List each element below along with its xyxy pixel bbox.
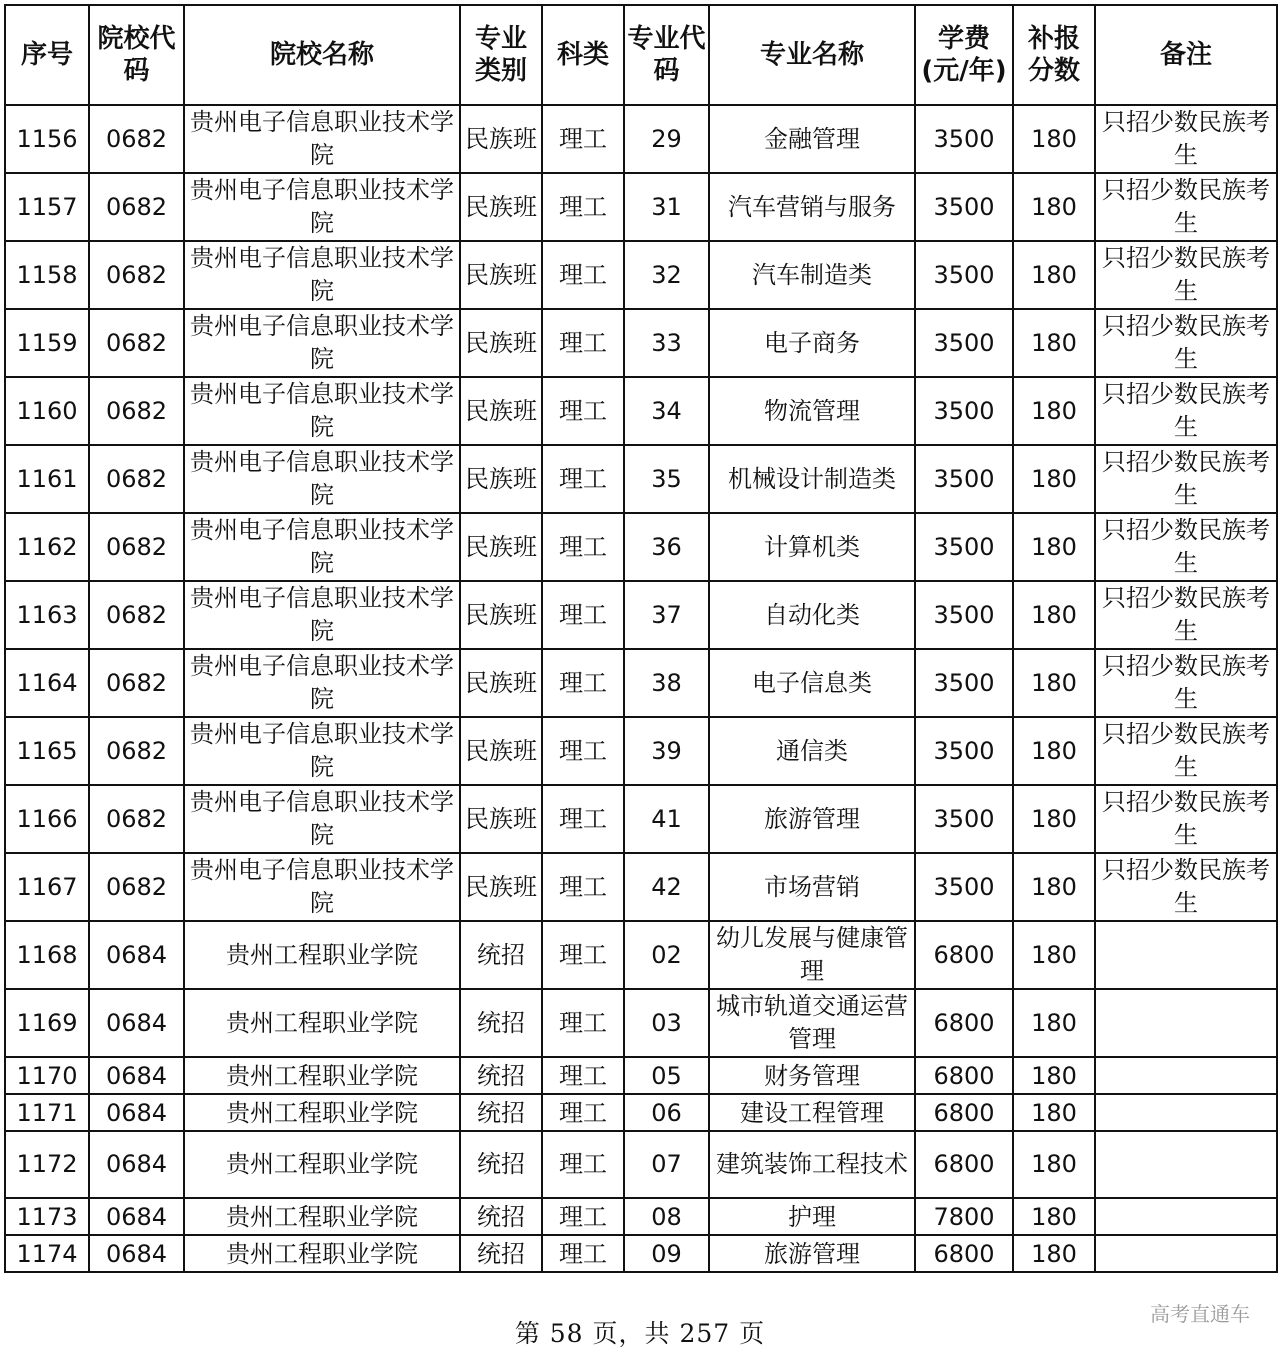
cell-min-score: 180 [1013,513,1095,581]
table-row [5,445,1277,513]
cell-min-score: 180 [1013,1131,1095,1198]
cell-remark: 只招少数民族考生 [1095,717,1277,785]
cell-major-name: 自动化类 [709,581,915,649]
cell-major-code: 06 [624,1094,709,1131]
cell-school-code: 0682 [89,173,184,241]
cell-major-type: 民族班 [460,377,542,445]
cell-remark: 只招少数民族考生 [1095,377,1277,445]
cell-major-name: 汽车营销与服务 [709,173,915,241]
cell-major-code: 02 [624,921,709,989]
table-row [5,581,1277,649]
cell-remark: 只招少数民族考生 [1095,649,1277,717]
table-row [5,241,1277,309]
cell-remark [1095,1131,1277,1198]
cell-seq: 1164 [5,649,89,717]
cell-subject: 理工 [542,853,624,921]
cell-major-type: 民族班 [460,309,542,377]
cell-seq: 1167 [5,853,89,921]
cell-school-code: 0682 [89,105,184,173]
cell-remark: 只招少数民族考生 [1095,513,1277,581]
cell-school-name: 贵州电子信息职业技术学院 [184,173,460,241]
cell-tuition: 7800 [915,1198,1013,1235]
cell-major-code: 05 [624,1057,709,1094]
header-school-code: 院校代码 [89,5,184,105]
cell-major-code: 34 [624,377,709,445]
cell-major-name: 城市轨道交通运营管理 [709,989,915,1057]
cell-school-code: 0684 [89,1057,184,1094]
cell-major-name: 电子商务 [709,309,915,377]
cell-tuition: 3500 [915,309,1013,377]
cell-major-code: 41 [624,785,709,853]
header-remark: 备注 [1095,5,1277,105]
cell-major-type: 民族班 [460,785,542,853]
cell-remark: 只招少数民族考生 [1095,105,1277,173]
cell-major-name: 护理 [709,1198,915,1235]
table-row [5,989,1277,1057]
cell-major-type: 民族班 [460,853,542,921]
cell-subject: 理工 [542,445,624,513]
cell-school-name: 贵州电子信息职业技术学院 [184,445,460,513]
cell-min-score: 180 [1013,105,1095,173]
cell-tuition: 3500 [915,105,1013,173]
header-tuition: 学费(元/年) [915,5,1013,105]
cell-major-type: 统招 [460,1094,542,1131]
admission-table [4,4,1278,1273]
cell-remark [1095,989,1277,1057]
cell-school-name: 贵州电子信息职业技术学院 [184,717,460,785]
cell-seq: 1169 [5,989,89,1057]
cell-major-name: 建筑装饰工程技术 [709,1131,915,1198]
cell-subject: 理工 [542,513,624,581]
cell-school-code: 0682 [89,513,184,581]
cell-tuition: 3500 [915,241,1013,309]
cell-school-code: 0682 [89,377,184,445]
header-min-score: 补报分数 [1013,5,1095,105]
cell-remark [1095,1094,1277,1131]
cell-remark: 只招少数民族考生 [1095,785,1277,853]
cell-school-name: 贵州工程职业学院 [184,1198,460,1235]
cell-seq: 1165 [5,717,89,785]
cell-subject: 理工 [542,105,624,173]
cell-subject: 理工 [542,649,624,717]
cell-school-name: 贵州电子信息职业技术学院 [184,105,460,173]
header-major-name: 专业名称 [709,5,915,105]
cell-min-score: 180 [1013,173,1095,241]
table-row [5,377,1277,445]
cell-major-code: 31 [624,173,709,241]
cell-seq: 1172 [5,1131,89,1198]
table-header [5,5,1277,105]
cell-major-name: 物流管理 [709,377,915,445]
cell-remark: 只招少数民族考生 [1095,445,1277,513]
cell-tuition: 3500 [915,377,1013,445]
cell-major-name: 旅游管理 [709,1235,915,1272]
table-row [5,921,1277,989]
cell-major-code: 33 [624,309,709,377]
cell-min-score: 180 [1013,377,1095,445]
cell-min-score: 180 [1013,1235,1095,1272]
cell-tuition: 6800 [915,1131,1013,1198]
cell-school-name: 贵州电子信息职业技术学院 [184,785,460,853]
cell-major-type: 民族班 [460,241,542,309]
cell-school-name: 贵州工程职业学院 [184,1094,460,1131]
table-row [5,853,1277,921]
cell-remark [1095,1057,1277,1094]
cell-school-code: 0682 [89,649,184,717]
cell-major-name: 旅游管理 [709,785,915,853]
cell-major-name: 汽车制造类 [709,241,915,309]
table-row [5,1235,1277,1272]
cell-seq: 1174 [5,1235,89,1272]
cell-tuition: 6800 [915,921,1013,989]
cell-school-name: 贵州电子信息职业技术学院 [184,241,460,309]
cell-subject: 理工 [542,309,624,377]
cell-subject: 理工 [542,989,624,1057]
cell-major-type: 民族班 [460,717,542,785]
cell-school-code: 0682 [89,717,184,785]
cell-seq: 1159 [5,309,89,377]
cell-school-name: 贵州工程职业学院 [184,1131,460,1198]
cell-school-code: 0684 [89,1198,184,1235]
cell-tuition: 3500 [915,173,1013,241]
table-row [5,105,1277,173]
cell-subject: 理工 [542,1094,624,1131]
cell-school-code: 0682 [89,309,184,377]
cell-major-code: 08 [624,1198,709,1235]
cell-major-name: 建设工程管理 [709,1094,915,1131]
cell-remark: 只招少数民族考生 [1095,173,1277,241]
cell-seq: 1166 [5,785,89,853]
cell-min-score: 180 [1013,989,1095,1057]
cell-remark [1095,921,1277,989]
cell-school-name: 贵州工程职业学院 [184,989,460,1057]
cell-school-name: 贵州电子信息职业技术学院 [184,853,460,921]
cell-major-code: 37 [624,581,709,649]
cell-min-score: 180 [1013,241,1095,309]
cell-major-type: 统招 [460,989,542,1057]
cell-major-name: 金融管理 [709,105,915,173]
cell-min-score: 180 [1013,1057,1095,1094]
cell-school-code: 0684 [89,1235,184,1272]
cell-subject: 理工 [542,377,624,445]
cell-school-code: 0684 [89,1094,184,1131]
cell-tuition: 3500 [915,445,1013,513]
cell-seq: 1173 [5,1198,89,1235]
cell-seq: 1161 [5,445,89,513]
cell-min-score: 180 [1013,445,1095,513]
cell-tuition: 3500 [915,785,1013,853]
cell-school-name: 贵州电子信息职业技术学院 [184,377,460,445]
cell-remark: 只招少数民族考生 [1095,241,1277,309]
cell-major-type: 统招 [460,921,542,989]
cell-major-type: 民族班 [460,173,542,241]
cell-tuition: 6800 [915,989,1013,1057]
page-number: 第 58 页，共 257 页 [514,1319,766,1348]
cell-remark [1095,1198,1277,1235]
cell-min-score: 180 [1013,921,1095,989]
cell-major-type: 民族班 [460,105,542,173]
cell-major-type: 民族班 [460,445,542,513]
cell-major-name: 市场营销 [709,853,915,921]
cell-school-name: 贵州电子信息职业技术学院 [184,309,460,377]
cell-major-name: 电子信息类 [709,649,915,717]
table-body [5,105,1277,1272]
cell-seq: 1158 [5,241,89,309]
cell-seq: 1171 [5,1094,89,1131]
cell-major-code: 07 [624,1131,709,1198]
cell-subject: 理工 [542,1198,624,1235]
cell-major-code: 32 [624,241,709,309]
cell-subject: 理工 [542,1235,624,1272]
cell-major-code: 29 [624,105,709,173]
cell-seq: 1168 [5,921,89,989]
cell-subject: 理工 [542,921,624,989]
cell-tuition: 6800 [915,1057,1013,1094]
header-major-type: 专业类别 [460,5,542,105]
cell-major-name: 财务管理 [709,1057,915,1094]
table-row [5,785,1277,853]
header-seq: 序号 [5,5,89,105]
cell-major-type: 统招 [460,1198,542,1235]
watermark-text: 高考直通车 [1150,1302,1250,1326]
table-row [5,717,1277,785]
cell-major-name: 通信类 [709,717,915,785]
cell-min-score: 180 [1013,581,1095,649]
cell-tuition: 3500 [915,649,1013,717]
cell-school-code: 0682 [89,785,184,853]
cell-min-score: 180 [1013,1094,1095,1131]
table-row [5,1198,1277,1235]
cell-remark: 只招少数民族考生 [1095,853,1277,921]
cell-subject: 理工 [542,581,624,649]
cell-tuition: 3500 [915,853,1013,921]
cell-major-type: 民族班 [460,581,542,649]
cell-min-score: 180 [1013,853,1095,921]
cell-major-code: 42 [624,853,709,921]
cell-major-name: 幼儿发展与健康管理 [709,921,915,989]
cell-major-type: 民族班 [460,513,542,581]
table-row [5,1094,1277,1131]
cell-school-name: 贵州工程职业学院 [184,1057,460,1094]
cell-seq: 1170 [5,1057,89,1094]
table-row [5,309,1277,377]
cell-tuition: 3500 [915,717,1013,785]
table-row [5,1131,1277,1198]
cell-major-code: 03 [624,989,709,1057]
cell-min-score: 180 [1013,1198,1095,1235]
cell-school-name: 贵州电子信息职业技术学院 [184,649,460,717]
table-row [5,1057,1277,1094]
cell-min-score: 180 [1013,309,1095,377]
cell-subject: 理工 [542,785,624,853]
header-major-code: 专业代码 [624,5,709,105]
cell-school-code: 0682 [89,581,184,649]
cell-seq: 1162 [5,513,89,581]
cell-tuition: 6800 [915,1235,1013,1272]
cell-school-name: 贵州电子信息职业技术学院 [184,581,460,649]
cell-major-type: 统招 [460,1235,542,1272]
cell-school-code: 0684 [89,989,184,1057]
cell-subject: 理工 [542,1131,624,1198]
cell-subject: 理工 [542,717,624,785]
cell-major-name: 计算机类 [709,513,915,581]
cell-major-type: 民族班 [460,649,542,717]
cell-major-code: 36 [624,513,709,581]
cell-remark [1095,1235,1277,1272]
cell-school-code: 0682 [89,445,184,513]
cell-seq: 1156 [5,105,89,173]
header-school-name: 院校名称 [184,5,460,105]
cell-major-type: 统招 [460,1131,542,1198]
cell-school-code: 0682 [89,853,184,921]
cell-school-name: 贵州工程职业学院 [184,1235,460,1272]
cell-school-code: 0684 [89,921,184,989]
cell-major-code: 39 [624,717,709,785]
table-row [5,513,1277,581]
cell-major-code: 35 [624,445,709,513]
cell-min-score: 180 [1013,649,1095,717]
cell-subject: 理工 [542,173,624,241]
cell-remark: 只招少数民族考生 [1095,581,1277,649]
cell-min-score: 180 [1013,717,1095,785]
cell-min-score: 180 [1013,785,1095,853]
cell-major-code: 38 [624,649,709,717]
cell-school-name: 贵州工程职业学院 [184,921,460,989]
cell-subject: 理工 [542,241,624,309]
cell-major-type: 统招 [460,1057,542,1094]
cell-seq: 1163 [5,581,89,649]
header-row [5,5,1277,105]
cell-school-code: 0684 [89,1131,184,1198]
cell-major-name: 机械设计制造类 [709,445,915,513]
cell-seq: 1160 [5,377,89,445]
cell-tuition: 3500 [915,581,1013,649]
cell-tuition: 3500 [915,513,1013,581]
cell-remark: 只招少数民族考生 [1095,309,1277,377]
cell-subject: 理工 [542,1057,624,1094]
header-subject: 科类 [542,5,624,105]
cell-school-code: 0682 [89,241,184,309]
cell-major-code: 09 [624,1235,709,1272]
cell-tuition: 6800 [915,1094,1013,1131]
cell-seq: 1157 [5,173,89,241]
cell-school-name: 贵州电子信息职业技术学院 [184,513,460,581]
table-row [5,173,1277,241]
table-row [5,649,1277,717]
